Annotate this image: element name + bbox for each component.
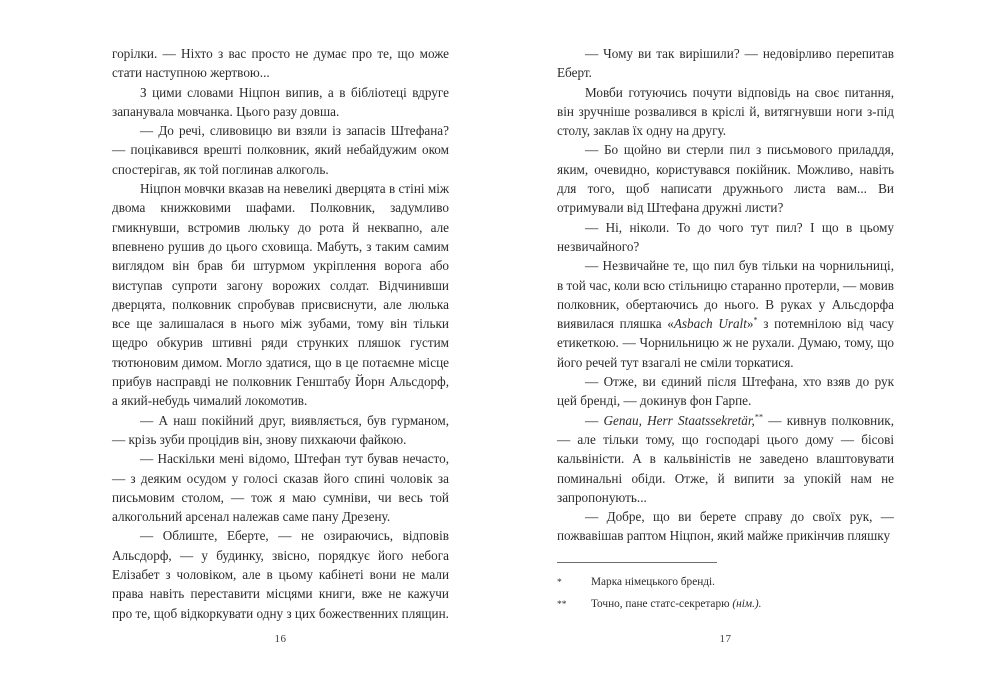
paragraph [112, 526, 449, 622]
page-text [557, 0, 894, 546]
text-run: Марка німецького бренді. [591, 575, 715, 588]
page-number-right: 17 [719, 633, 732, 645]
text-run: — Бо щойно ви стерли пил з письмового приладдя, яким, очевидно, користувався покійник. Можливо, навіть для того, щоб написати дружнього листа вам... Ви отримували від Штефана дружні листи? [557, 142, 894, 216]
footnotes [557, 562, 894, 613]
paragraph [112, 83, 449, 122]
text-run: горілки. — Ніхто з вас просто не думає про те, що може стати наступною жертвою... [112, 46, 449, 81]
text-run: — Ні, ніколи. То до чого тут пил? І що в цьому незвичайного? [557, 219, 894, 254]
footnote-separator [557, 562, 717, 563]
text-run: (нім.). [732, 598, 762, 611]
page-right [557, 0, 894, 678]
text-run: З цими словами Ніцпон випив, а в бібліотеці вдруге запанувала мовчанка. Цього разу довша. [112, 84, 449, 119]
text-run: — А наш покійний друг, виявляється, був гурманом, — крізь зуби процідив він, знову пихкаючи файкою. [112, 412, 449, 447]
text-run: Ніцпон мовчки вказав на невеликі дверцята в стіні між двома книжковими шафами. Полковник, задумливо гмикнувши, встромив люльку до рота й неквапно, але впевнено рушив до цього сховища. Мабуть, з таким самим виглядом він брав би штурмом укріплення ворога або виступав супроти загону ворожих солдат. Відчинивши дверцята, полковник спробував присвиснути, але люлька все ще залишалася в нього між зубами, тому він тільки щедро обкурив штивні ряди струнких пляшок густим тютюновим димом. Могло здатися, що в це потаємне місце прибув насправді не полковник Генштабу Йорн Альсдорф, а який-небудь чималий локомотив. [112, 181, 449, 409]
text-run: — Незвичайне те, що пил був тільки на чорнильниці, в той час, коли всю стільницю старанно протерли, — мовив полковник, обертаючись до нього. В руках у Альсдорфа виявилася пляшка « [557, 258, 894, 332]
footnote-text [591, 575, 894, 591]
footnote-marker-ref: * [753, 315, 758, 325]
text-run: — До речі, сливовицю ви взяли із запасів Штефана? — поцікавився врешті полковник, який небайдужим оком спостерігав, як той поглинав алкоголь. [112, 123, 449, 177]
paragraph [112, 179, 449, 411]
footnote-marker-ref: ** [754, 412, 764, 422]
footnote [557, 597, 894, 613]
text-run: Genau, Herr Staatssekretär, [603, 412, 755, 428]
paragraph [112, 121, 449, 179]
paragraph [557, 44, 894, 83]
text-run: — Наскільки мені відомо, Штефан тут бував нечасто, — з деяким осудом у голосі сказав його спині чоловік за письмовим столом, — тож я маю сумніви, чи весь той алкогольний арсенал належав саме пану Дрезену. [112, 451, 449, 525]
text-run: » [746, 316, 754, 332]
page-text [112, 0, 449, 623]
text-run: — Отже, ви єдиний після Штефана, хто взяв до рук цей бренді, — докинув фон Гарпе. [557, 374, 894, 409]
text-run: — [585, 412, 604, 428]
paragraph [557, 83, 894, 141]
paragraph [557, 256, 894, 372]
footnote-text [591, 597, 894, 613]
paragraph [557, 411, 894, 507]
text-run: — Чому ви так вирішили? — недовірливо перепитав Еберт. [557, 46, 894, 81]
text-run: Мовби готуючись почути відповідь на своє питання, він зручніше розвалився в кріслі й, витягнувши ноги з-під столу, заклав їх одну на другу. [557, 84, 894, 139]
paragraph [557, 372, 894, 411]
footnote-marker: * [557, 577, 562, 588]
text-run: — Добре, що ви берете справу до своїх рук, — пожвавішав раптом Ніцпон, який майже прикінчив пляшку [557, 509, 894, 544]
text-run: — кивнув полковник, — але тільки тому, що господарі цього дому — бісові кальвіністи. А в кальвіністів не заведено влаштовувати поминальні обіди. Отже, й випити за упокій нам не запропонують... [557, 412, 894, 505]
page-left [112, 0, 449, 678]
text-run: з потемнілою від часу етикеткою. — Чорнильницю ж не рухали. Думаю, тому, що його речей тут взагалі не сміли торкатися. [557, 316, 894, 370]
text-run: Точно, пане статс-секретарю [591, 598, 733, 611]
footnote [557, 575, 894, 591]
text-run: Asbach Uralt [673, 316, 747, 332]
paragraph [112, 411, 449, 450]
footnote-marker: ** [557, 600, 567, 611]
paragraph [557, 218, 894, 257]
paragraph [557, 140, 894, 217]
paragraph [557, 507, 894, 546]
paragraph [112, 44, 449, 83]
text-run: — Облиште, Еберте, — не озираючись, відповів Альсдорф, — у будинку, звісно, порядкує його небога Елізабет з чоловіком, але в цьому кабінеті вони не мали права навіть переставити місцями книги, вже не кажучи про те, щоб відкоркувати одну з цих божественних плящин. [112, 528, 449, 621]
paragraph [112, 449, 449, 526]
page-number-left: 16 [274, 633, 287, 645]
